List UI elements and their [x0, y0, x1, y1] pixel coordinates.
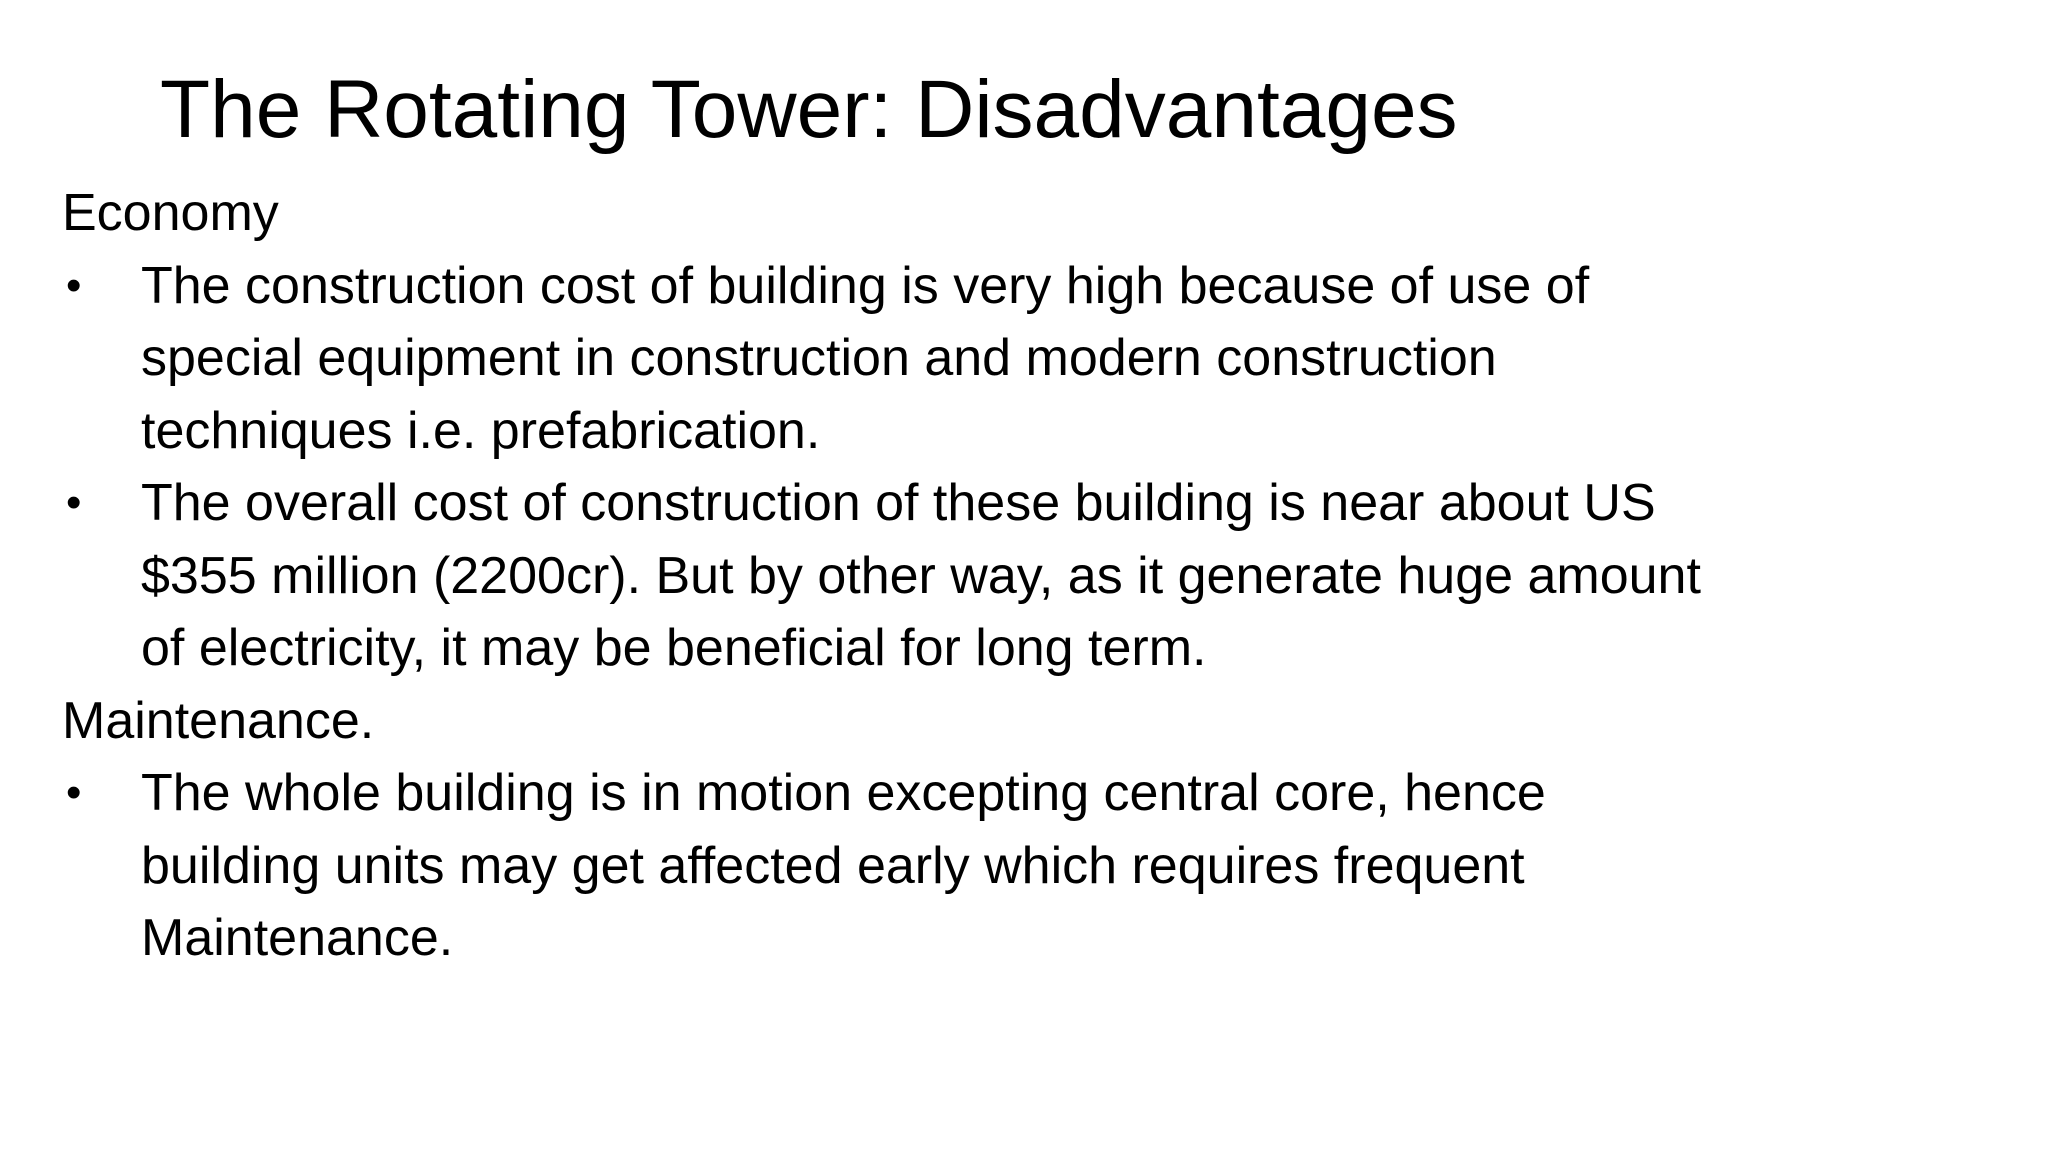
slide-body [62, 177, 1922, 975]
bullet-text-line: Maintenance. [141, 909, 454, 967]
bullet-icon: • [66, 478, 82, 527]
bullet-text-line: building units may get affected early which requires frequent [141, 836, 1525, 895]
section-heading-maintenance: Maintenance. [62, 691, 375, 750]
economy-bullet-list [62, 250, 1922, 685]
bullet-text-line: The overall cost of construction of these building is near about US [141, 474, 1656, 532]
bullet-text-line: The construction cost of building is very high because of use of [141, 256, 1590, 315]
bullet-text-line: of electricity, it may be beneficial for long term. [141, 619, 1207, 677]
bullet-text-line: techniques i.e. prefabrication. [141, 401, 821, 460]
bullet-text-line: $355 million (2200cr). But by other way, as it generate huge amount [141, 546, 1701, 605]
bullet-text-line: The whole building is in motion excepting central core, hence [141, 764, 1546, 822]
bullet-item [62, 250, 1922, 468]
section-heading-economy: Economy [62, 184, 279, 242]
bullet-icon: • [66, 260, 82, 310]
bullet-text-line: special equipment in construction and modern construction [141, 329, 1497, 387]
bullet-item [62, 467, 1922, 685]
bullet-icon: • [66, 768, 82, 817]
slide-title: The Rotating Tower: Disadvantages [160, 64, 1458, 155]
bullet-item [62, 757, 1922, 975]
maintenance-bullet-list [62, 757, 1922, 975]
